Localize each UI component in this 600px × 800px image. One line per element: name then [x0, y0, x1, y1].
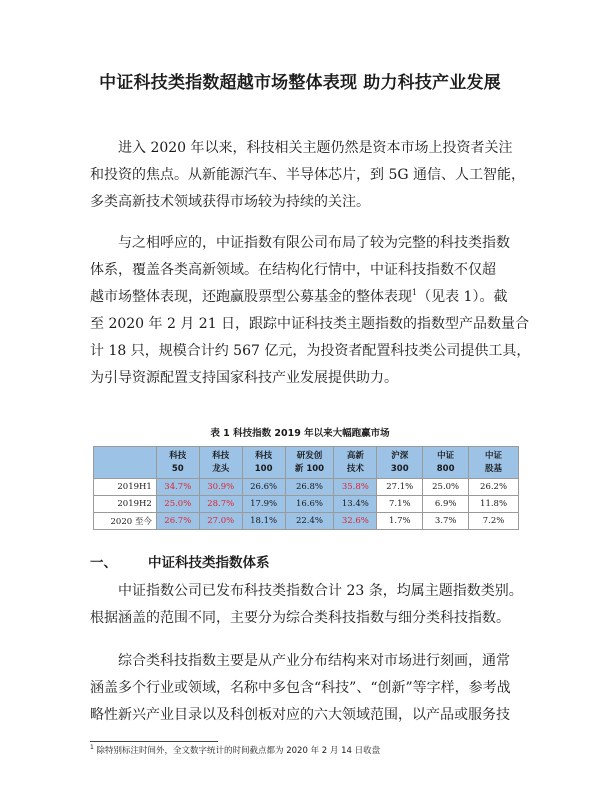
table-header-cell: 科技 龙头	[199, 447, 242, 479]
table-cell: 17.9%	[242, 496, 285, 513]
text-line: 略性新兴产业目录以及科创板对应的六大领域范围，以产品或服务技	[90, 707, 510, 723]
intro-paragraph-2	[90, 230, 531, 392]
table-cell: 34.7%	[156, 479, 199, 496]
table-cell: 22.4%	[285, 513, 334, 530]
text-line: 计 18 只，规模合计约 567 亿元，为投资者配置科技类公司提供工具，	[90, 343, 531, 359]
text-line: 体系，覆盖各类高新领域。在结构化行情中，中证科技指数不仅超	[90, 262, 496, 278]
section-paragraph-2	[90, 648, 515, 729]
section-paragraph-1	[90, 578, 523, 632]
table-cell: 7.1%	[377, 496, 423, 513]
footnote-mark: 1	[90, 744, 94, 751]
text-line: 进入 2020 年以来，科技相关主题仍然是资本市场上投资者关注	[118, 140, 513, 156]
text-line: 涵盖多个行业或领域，名称中多包含“科技”、“创新”等字样，参考战	[90, 680, 511, 696]
text-line: 多类高新技术领域获得市场较为持续的关注。	[90, 194, 370, 210]
table-row	[94, 479, 519, 496]
table-header-cell: 研发创 新 100	[285, 447, 334, 479]
table-header-cell: 中证 股基	[469, 447, 519, 479]
table-cell: 6.9%	[423, 496, 469, 513]
footnote-divider	[90, 741, 218, 742]
table-cell: 26.6%	[242, 479, 285, 496]
text-line	[90, 284, 515, 311]
table-cell: 13.4%	[334, 496, 377, 513]
table-header-cell: 中证 800	[423, 447, 469, 479]
footnote	[90, 744, 380, 756]
row-label: 2019H1	[94, 479, 157, 496]
table-cell: 25.0%	[423, 479, 469, 496]
table-cell: 7.2%	[469, 513, 519, 530]
footnote-ref: 1	[412, 288, 418, 297]
table-header-cell: 沪深 300	[377, 447, 423, 479]
text-span: （见表 1）。截	[417, 289, 508, 305]
text-line: 与之相呼应的，中证指数有限公司布局了较为完整的科技类指数	[118, 235, 510, 251]
text-line: 根据涵盖的范围不同，主要分为综合类科技指数与细分类科技指数。	[90, 610, 510, 626]
section-title: 中证科技类指数体系	[148, 555, 270, 571]
performance-table	[93, 446, 519, 530]
text-span: 越市场整体表现，还跑赢股票型公募基金的整体表现	[90, 289, 412, 305]
text-line: 和投资的焦点。从新能源汽车、半导体芯片，到 5G 通信、人工智能，	[90, 167, 525, 183]
table-cell: 27.0%	[199, 513, 242, 530]
section-heading	[90, 551, 520, 571]
text-line: 综合类科技指数主要是从产业分布结构来对市场进行刻画，通常	[118, 653, 510, 669]
intro-paragraph-1	[90, 135, 525, 216]
text-line: 为引导资源配置支持国家科技产业发展提供助力。	[90, 370, 398, 386]
table-row	[94, 513, 519, 530]
footnote-text: 除特别标注时间外，全文数字统计的时间截点都为 2020 年 2 月 14 日收盘	[96, 746, 381, 756]
table-cell: 26.2%	[469, 479, 519, 496]
page-title: 中证科技类指数超越市场整体表现 助力科技产业发展	[99, 73, 501, 93]
table-cell: 28.7%	[199, 496, 242, 513]
table-cell: 35.8%	[334, 479, 377, 496]
section-number: 一、	[90, 555, 117, 571]
table-header-row	[94, 447, 519, 479]
row-label: 2020 至今	[94, 513, 157, 530]
table-cell: 26.7%	[156, 513, 199, 530]
text-line: 至 2020 年 2 月 21 日，跟踪中证科技类主题指数的指数型产品数量合	[90, 316, 530, 332]
table-cell: 30.9%	[199, 479, 242, 496]
table-cell: 32.6%	[334, 513, 377, 530]
table-cell: 27.1%	[377, 479, 423, 496]
table-cell: 25.0%	[156, 496, 199, 513]
table-cell: 1.7%	[377, 513, 423, 530]
table-header-cell: 科技 50	[156, 447, 199, 479]
table-caption: 表 1 科技指数 2019 年以来大幅跑赢市场	[210, 428, 390, 439]
table-cell: 3.7%	[423, 513, 469, 530]
table-cell: 26.8%	[285, 479, 334, 496]
table-cell: 11.8%	[469, 496, 519, 513]
table-header-cell: 高新 技术	[334, 447, 377, 479]
table-cell: 16.6%	[285, 496, 334, 513]
table-cell: 18.1%	[242, 513, 285, 530]
table-header-cell: 科技 100	[242, 447, 285, 479]
row-label: 2019H2	[94, 496, 157, 513]
table-corner-cell	[94, 447, 157, 479]
text-line: 中证指数公司已发布科技类指数合计 23 条，均属主题指数类别。	[118, 583, 523, 599]
table-row	[94, 496, 519, 513]
